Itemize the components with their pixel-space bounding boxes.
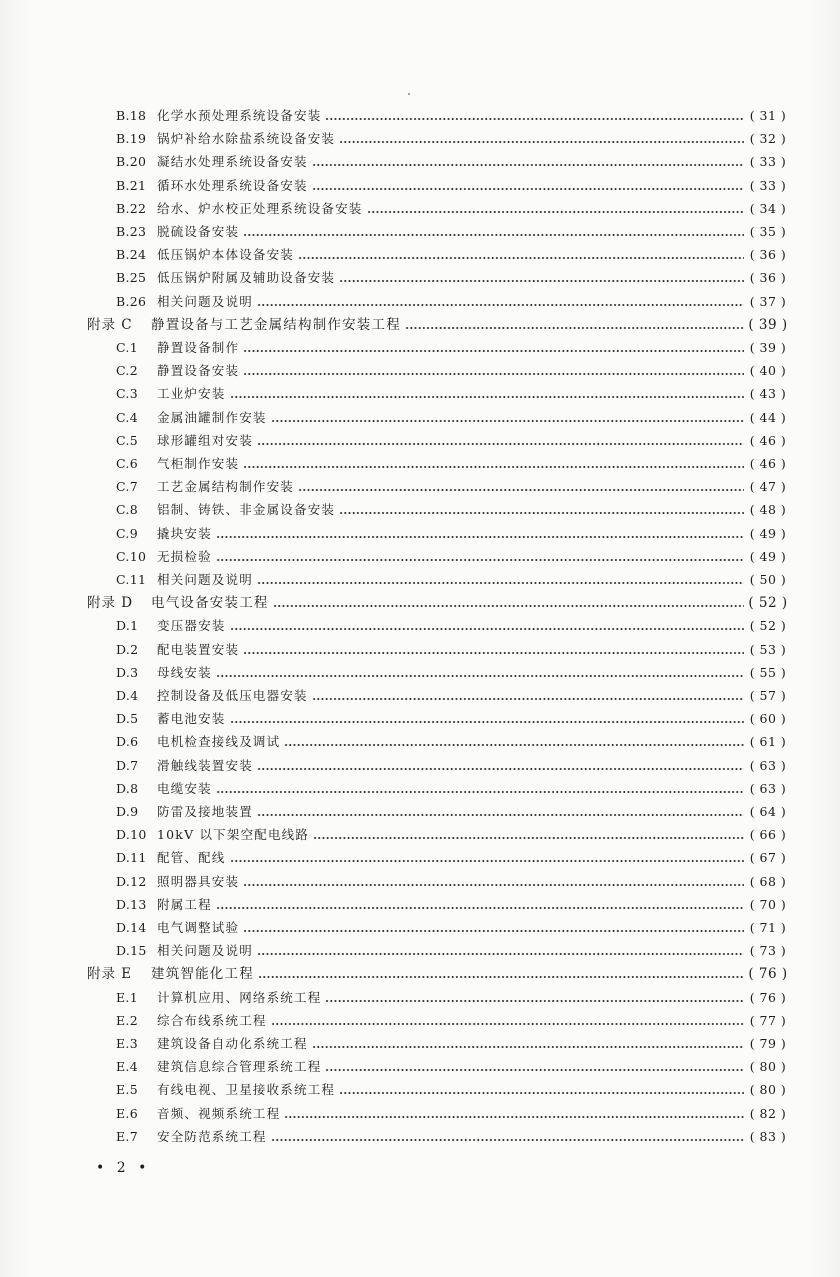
- toc-section-title: 计算机应用、网络系统工程: [157, 989, 322, 1005]
- toc-row: [0, 1010, 840, 1032]
- toc-row: [0, 198, 840, 220]
- toc-row: [0, 1103, 840, 1125]
- toc-section-number: B.19: [116, 131, 147, 147]
- toc-section-number: B.20: [116, 154, 147, 170]
- toc-section-title: 配管、配线: [157, 850, 226, 866]
- toc-row: [0, 731, 840, 753]
- toc-section-number: C.9: [116, 525, 138, 541]
- toc-leader-dots: [339, 128, 744, 150]
- toc-page-number: ( 31 ): [749, 108, 787, 123]
- toc-leader-dots: [312, 1033, 744, 1055]
- toc-section-number: 附录 D: [87, 595, 134, 612]
- toc-section-number: D.15: [116, 943, 147, 959]
- toc-page-number: ( 50 ): [749, 572, 787, 587]
- toc-section-title: 锅炉补给水除盐系统设备安装: [157, 131, 336, 147]
- toc-section-number: B.22: [116, 200, 147, 216]
- toc-section-number: D.11: [116, 850, 147, 866]
- toc-row: [0, 685, 840, 707]
- toc-section-number: C.8: [116, 502, 138, 518]
- toc-section-number: D.1: [116, 618, 139, 634]
- toc-section-title: 电机检查接线及调试: [157, 734, 281, 750]
- toc-page-number: ( 61 ): [749, 734, 787, 750]
- toc-section-number: D.7: [116, 757, 139, 773]
- toc-section-number: D.2: [116, 641, 139, 657]
- toc-page-number: ( 43 ): [749, 386, 787, 402]
- toc-page-number: ( 53 ): [749, 641, 787, 657]
- toc-section-number: 附录 E: [87, 966, 133, 983]
- toc-row: [0, 615, 840, 637]
- toc-section-title: 配电装置安装: [157, 641, 240, 657]
- toc-section-title: 电气调整试验: [157, 920, 240, 935]
- toc-section-number: C.1: [116, 340, 138, 355]
- toc-leader-dots: [243, 871, 744, 893]
- toc-leader-dots: [257, 755, 744, 777]
- toc-page-number: ( 39 ): [748, 316, 788, 333]
- toc-page-number: ( 77 ): [749, 1012, 787, 1028]
- toc-page-number: ( 76 ): [748, 966, 788, 983]
- toc-section-number: B.18: [116, 108, 147, 123]
- toc-row: [0, 569, 840, 591]
- toc-section-title: 控制设备及低压电器安装: [157, 688, 308, 703]
- toc-page-number: ( 46 ): [749, 456, 787, 471]
- toc-leader-dots: [339, 267, 744, 289]
- toc-leader-dots: [339, 499, 744, 521]
- toc-section-number: C.7: [116, 479, 138, 495]
- toc-section-title: 安全防范系统工程: [157, 1128, 267, 1144]
- toc-row: [0, 1056, 840, 1078]
- toc-leader-dots: [325, 1056, 744, 1078]
- toc-section-number: D.13: [116, 896, 147, 912]
- toc-page-number: ( 70 ): [749, 896, 787, 912]
- toc-leader-dots: [257, 569, 744, 591]
- toc-row: [0, 175, 840, 197]
- toc-section-number: D.9: [116, 804, 139, 819]
- toc-leader-dots: [216, 778, 744, 800]
- toc-section-title: 电气设备安装工程: [151, 595, 269, 612]
- toc-section-title: 相关问题及说明: [157, 572, 253, 587]
- toc-row: [0, 639, 840, 661]
- toc-page-number: ( 33 ): [749, 177, 787, 193]
- toc-section-number: D.4: [116, 688, 139, 703]
- toc-section-number: C.3: [116, 386, 138, 402]
- toc-leader-dots: [230, 708, 744, 730]
- toc-row: [0, 337, 840, 359]
- toc-leader-dots: [271, 407, 744, 429]
- toc-row: [0, 128, 840, 150]
- toc-row: [0, 151, 840, 173]
- scan-speck: [408, 93, 410, 95]
- toc-section-title: 球形罐组对安装: [157, 432, 253, 448]
- toc-section-number: E.1: [116, 989, 138, 1005]
- toc-row: [0, 407, 840, 429]
- toc-leader-dots: [284, 1103, 744, 1125]
- toc-page-number: ( 63 ): [749, 757, 787, 773]
- toc-row: [0, 244, 840, 266]
- toc-section-title: 低压锅炉附属及辅助设备安装: [157, 270, 336, 286]
- toc-appendix-row: [0, 963, 840, 985]
- toc-leader-dots: [243, 360, 744, 382]
- toc-row: [0, 267, 840, 289]
- toc-leader-dots: [216, 894, 744, 916]
- toc-section-number: D.3: [116, 664, 139, 680]
- toc-section-number: E.3: [116, 1036, 138, 1051]
- toc-leader-dots: [243, 453, 744, 475]
- toc-section-title: 附属工程: [157, 896, 212, 912]
- toc-row: [0, 824, 840, 846]
- toc-section-title: 母线安装: [157, 664, 212, 680]
- toc-section-title: 滑触线装置安装: [157, 757, 253, 773]
- toc-row: [0, 987, 840, 1009]
- toc-row: [0, 291, 840, 313]
- toc-leader-dots: [312, 151, 744, 173]
- toc-section-title: 相关问题及说明: [157, 943, 253, 959]
- toc-section-number: B.25: [116, 270, 147, 286]
- toc-section-title: 铝制、铸铁、非金属设备安装: [157, 502, 336, 518]
- toc-section-title: 音频、视频系统工程: [157, 1105, 281, 1121]
- toc-row: [0, 499, 840, 521]
- toc-section-title: 低压锅炉本体设备安装: [157, 247, 295, 263]
- toc-appendix-row: [0, 314, 840, 336]
- toc-section-number: C.6: [116, 456, 138, 471]
- toc-leader-dots: [325, 987, 744, 1009]
- toc-row: [0, 383, 840, 405]
- toc-row: [0, 360, 840, 382]
- toc-section-number: C.5: [116, 432, 138, 448]
- toc-row: [0, 894, 840, 916]
- toc-row: [0, 453, 840, 475]
- toc-leader-dots: [312, 685, 744, 707]
- toc-section-number: C.10: [116, 548, 147, 564]
- toc-row: [0, 940, 840, 962]
- toc-page-number: ( 44 ): [749, 409, 787, 425]
- toc-leader-dots: [273, 592, 744, 614]
- toc-section-title: 凝结水处理系统设备安装: [157, 154, 308, 170]
- toc-page-number: ( 40 ): [749, 363, 787, 379]
- toc-leader-dots: [313, 824, 744, 846]
- toc-row: [0, 755, 840, 777]
- toc-leader-dots: [243, 337, 744, 359]
- toc-section-number: C.2: [116, 363, 138, 379]
- toc-page-number: ( 35 ): [749, 224, 787, 239]
- toc-leader-dots: [271, 1126, 744, 1148]
- toc-page-number: ( 63 ): [749, 780, 787, 796]
- toc-section-number: E.4: [116, 1059, 138, 1075]
- toc-section-number: E.7: [116, 1128, 138, 1144]
- toc-leader-dots: [216, 546, 744, 568]
- toc-row: [0, 430, 840, 452]
- toc-leader-dots: [298, 476, 744, 498]
- toc-row: [0, 871, 840, 893]
- toc-section-title: 金属油罐制作安装: [157, 409, 267, 425]
- toc-page-number: ( 83 ): [749, 1128, 787, 1144]
- toc-leader-dots: [243, 221, 744, 243]
- toc-page-number: ( 36 ): [749, 247, 787, 263]
- toc-page-number: ( 32 ): [749, 131, 787, 147]
- toc-leader-dots: [257, 430, 744, 452]
- toc-section-title: 给水、炉水校正处理系统设备安装: [157, 200, 363, 216]
- toc-section-title: 有线电视、卫星接收系统工程: [157, 1082, 336, 1098]
- toc-section-title: 工艺金属结构制作安装: [157, 479, 295, 495]
- toc-section-title: 气柜制作安装: [157, 456, 240, 471]
- toc-row: [0, 476, 840, 498]
- toc-leader-dots: [284, 731, 744, 753]
- toc-page-number: ( 48 ): [749, 502, 787, 518]
- toc-page-number: ( 49 ): [749, 525, 787, 541]
- toc-leader-dots: [257, 801, 744, 823]
- toc-section-title: 建筑设备自动化系统工程: [157, 1036, 308, 1051]
- toc-section-title: 蓄电池安装: [157, 711, 226, 727]
- toc-page-number: ( 66 ): [749, 827, 787, 843]
- toc-section-title: 静置设备与工艺金属结构制作安装工程: [151, 316, 401, 333]
- toc-page-number: ( 64 ): [749, 804, 787, 819]
- toc-row: [0, 546, 840, 568]
- toc-row: [0, 708, 840, 730]
- toc-section-title: 防雷及接地装置: [157, 804, 253, 819]
- toc-leader-dots: [230, 383, 744, 405]
- toc-section-number: D.10: [116, 827, 147, 843]
- toc-page-number: ( 82 ): [749, 1105, 787, 1121]
- toc-section-title: 建筑信息综合管理系统工程: [157, 1059, 322, 1075]
- toc-leader-dots: [216, 523, 744, 545]
- toc-section-number: E.2: [116, 1012, 138, 1028]
- toc-leader-dots: [325, 105, 744, 127]
- toc-section-number: B.26: [116, 293, 147, 309]
- toc-page-number: ( 39 ): [749, 340, 787, 355]
- toc-section-title: 照明器具安装: [157, 873, 240, 889]
- toc-section-number: B.24: [116, 247, 147, 263]
- toc-section-title: 撬块安装: [157, 525, 212, 541]
- toc-page-number: ( 34 ): [749, 200, 787, 216]
- toc-leader-dots: [271, 1010, 744, 1032]
- toc-page-number: ( 46 ): [749, 432, 787, 448]
- toc-page-number: ( 52 ): [749, 618, 787, 634]
- toc-section-number: 附录 C: [87, 316, 133, 333]
- toc-leader-dots: [258, 963, 744, 985]
- toc-page-number: ( 57 ): [749, 688, 787, 703]
- toc-section-title: 变压器安装: [157, 618, 226, 634]
- toc-section-title: 静置设备制作: [157, 340, 240, 355]
- toc-page-number: ( 33 ): [749, 154, 787, 170]
- toc-section-title: 相关问题及说明: [157, 293, 253, 309]
- toc-section-number: C.4: [116, 409, 138, 425]
- toc-row: [0, 1033, 840, 1055]
- toc-page-number: ( 76 ): [749, 989, 787, 1005]
- toc-section-title: 静置设备安装: [157, 363, 240, 379]
- toc-row: [0, 1126, 840, 1148]
- toc-leader-dots: [312, 175, 744, 197]
- toc-section-number: B.21: [116, 177, 147, 193]
- toc-leader-dots: [367, 198, 744, 220]
- toc-section-number: D.8: [116, 780, 139, 796]
- toc-section-number: D.14: [116, 920, 147, 935]
- toc-section-title: 综合布线系统工程: [157, 1012, 267, 1028]
- toc-leader-dots: [257, 940, 744, 962]
- toc-row: [0, 778, 840, 800]
- toc-page-number: ( 36 ): [749, 270, 787, 286]
- toc-leader-dots: [339, 1079, 744, 1101]
- toc-page-number: ( 68 ): [749, 873, 787, 889]
- toc-page-number: ( 60 ): [749, 711, 787, 727]
- toc-page-number: ( 67 ): [749, 850, 787, 866]
- toc-row: [0, 917, 840, 939]
- toc-section-title: 工业炉安装: [157, 386, 226, 402]
- toc-section-title: 电缆安装: [157, 780, 212, 796]
- toc-page-number: ( 80 ): [749, 1082, 787, 1098]
- toc-section-title: 脱硫设备安装: [157, 224, 240, 239]
- toc-leader-dots: [298, 244, 744, 266]
- toc-leader-dots: [243, 639, 744, 661]
- toc-row: [0, 221, 840, 243]
- toc-section-title: 建筑智能化工程: [151, 966, 254, 983]
- toc-section-number: B.23: [116, 224, 147, 239]
- toc-row: [0, 847, 840, 869]
- toc-row: [0, 662, 840, 684]
- toc-section-title: 化学水预处理系统设备安装: [157, 108, 322, 123]
- toc-page-number: ( 37 ): [749, 293, 787, 309]
- toc-section-title: 无损检验: [157, 548, 212, 564]
- page-number: • 2 •: [96, 1160, 151, 1176]
- toc-leader-dots: [230, 615, 744, 637]
- toc-row: [0, 105, 840, 127]
- toc-leader-dots: [230, 847, 744, 869]
- toc-page-number: ( 47 ): [749, 479, 787, 495]
- toc-page-number: ( 73 ): [749, 943, 787, 959]
- toc-row: [0, 1079, 840, 1101]
- toc-page-number: ( 49 ): [749, 548, 787, 564]
- toc-section-number: E.6: [116, 1105, 138, 1121]
- toc-page-number: ( 79 ): [749, 1036, 787, 1051]
- toc-section-title: 循环水处理系统设备安装: [157, 177, 308, 193]
- toc-leader-dots: [405, 314, 744, 336]
- toc-leader-dots: [216, 662, 744, 684]
- toc-section-title: 10kV 以下架空配电线路: [157, 827, 310, 843]
- toc-page-number: ( 71 ): [749, 920, 787, 935]
- toc-page-number: ( 80 ): [749, 1059, 787, 1075]
- toc-row: [0, 523, 840, 545]
- toc-row: [0, 801, 840, 823]
- toc-section-number: D.12: [116, 873, 147, 889]
- toc-page-number: ( 52 ): [748, 595, 788, 612]
- toc-leader-dots: [257, 291, 744, 313]
- toc-section-number: E.5: [116, 1082, 138, 1098]
- toc-appendix-row: [0, 592, 840, 614]
- toc-page-number: ( 55 ): [749, 664, 787, 680]
- toc-section-number: D.6: [116, 734, 139, 750]
- toc-section-number: D.5: [116, 711, 139, 727]
- toc-leader-dots: [243, 917, 744, 939]
- toc-section-number: C.11: [116, 572, 147, 587]
